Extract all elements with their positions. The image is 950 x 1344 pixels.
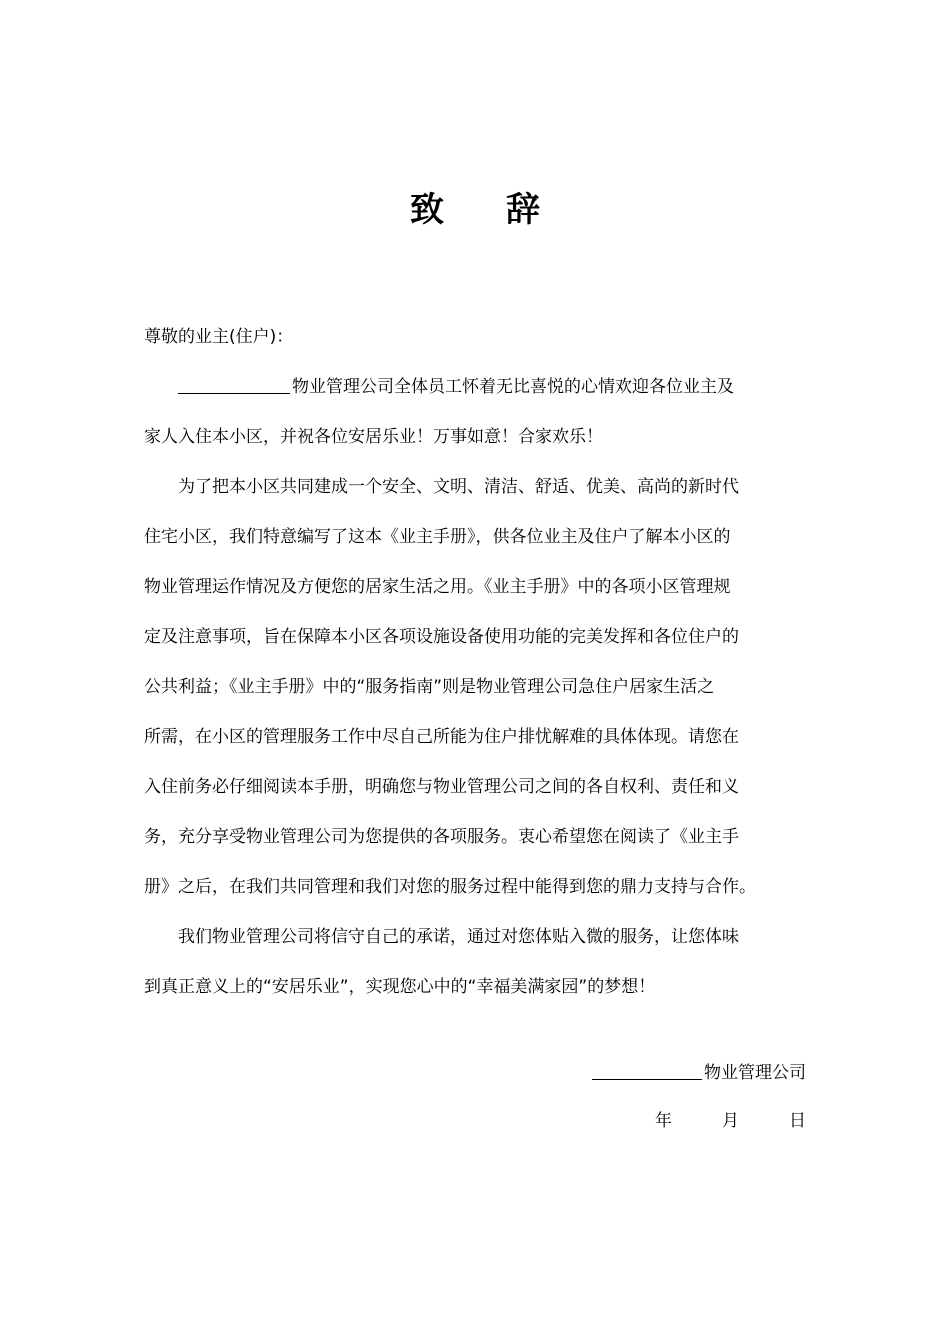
paragraph-2-line-1 [144, 462, 808, 512]
salutation: 尊敬的业主(住户)： [144, 327, 294, 347]
document-title [0, 185, 950, 235]
signature-company: 物业管理公司 [704, 1063, 806, 1083]
paragraph-2-line-3: 物业管理运作情况及方便您的居家生活之用。《业主手册》中的各项小区管理规 [144, 577, 731, 597]
paragraph-1-line-1 [144, 362, 808, 412]
paragraph-2-line-5: 公共利益；《业主手册》中的“服务指南”则是物业管理公司急住户居家生活之 [144, 677, 715, 697]
paragraph-2-line-4: 定及注意事项，旨在保障本小区各项设施设备使用功能的完美发挥和各位住户的 [144, 627, 739, 647]
company-name-blank [178, 375, 290, 394]
paragraph-text: 我们物业管理公司将信守自己的承诺，通过对您体贴入微的服务，让您体味 [178, 927, 739, 947]
date-month: 月 [722, 1111, 739, 1131]
paragraph-2-line-6: 所需，在小区的管理服务工作中尽自己所能为住户排忧解难的具体体现。请您在 [144, 727, 739, 747]
paragraph-2-line-7: 入住前务必仔细阅读本手册，明确您与物业管理公司之间的各自权利、责任和义 [144, 777, 739, 797]
title-char-2: 辞 [506, 190, 540, 230]
signature-company-blank [592, 1061, 702, 1080]
paragraph-text: 物业管理公司全体员工怀着无比喜悦的心情欢迎各位业主及 [292, 377, 734, 397]
paragraph-text: 为了把本小区共同建成一个安全、文明、清洁、舒适、优美、高尚的新时代 [178, 477, 739, 497]
date-day: 日 [789, 1111, 806, 1131]
paragraph-3-line-1 [144, 912, 808, 962]
paragraph-2-line-8: 务，充分享受物业管理公司为您提供的各项服务。衷心希望您在阅读了《业主手 [144, 827, 739, 847]
paragraph-3-line-2: 到真正意义上的“安居乐业”，实现您心中的“幸福美满家园”的梦想！ [144, 977, 656, 997]
paragraph-2-line-2: 住宅小区，我们特意编写了这本《业主手册》，供各位业主及住户了解本小区的 [144, 527, 731, 547]
paragraph-2-line-9: 册》之后，在我们共同管理和我们对您的服务过程中能得到您的鼎力支持与合作。 [144, 877, 756, 897]
date-year: 年 [655, 1111, 672, 1131]
date-line [655, 1096, 806, 1146]
paragraph-1-line-2: 家人入住本小区，并祝各位安居乐业！万事如意！合家欢乐！ [144, 427, 603, 447]
signature-line [592, 1048, 806, 1098]
title-char-1: 致 [410, 190, 444, 230]
letter-body [144, 312, 808, 1012]
